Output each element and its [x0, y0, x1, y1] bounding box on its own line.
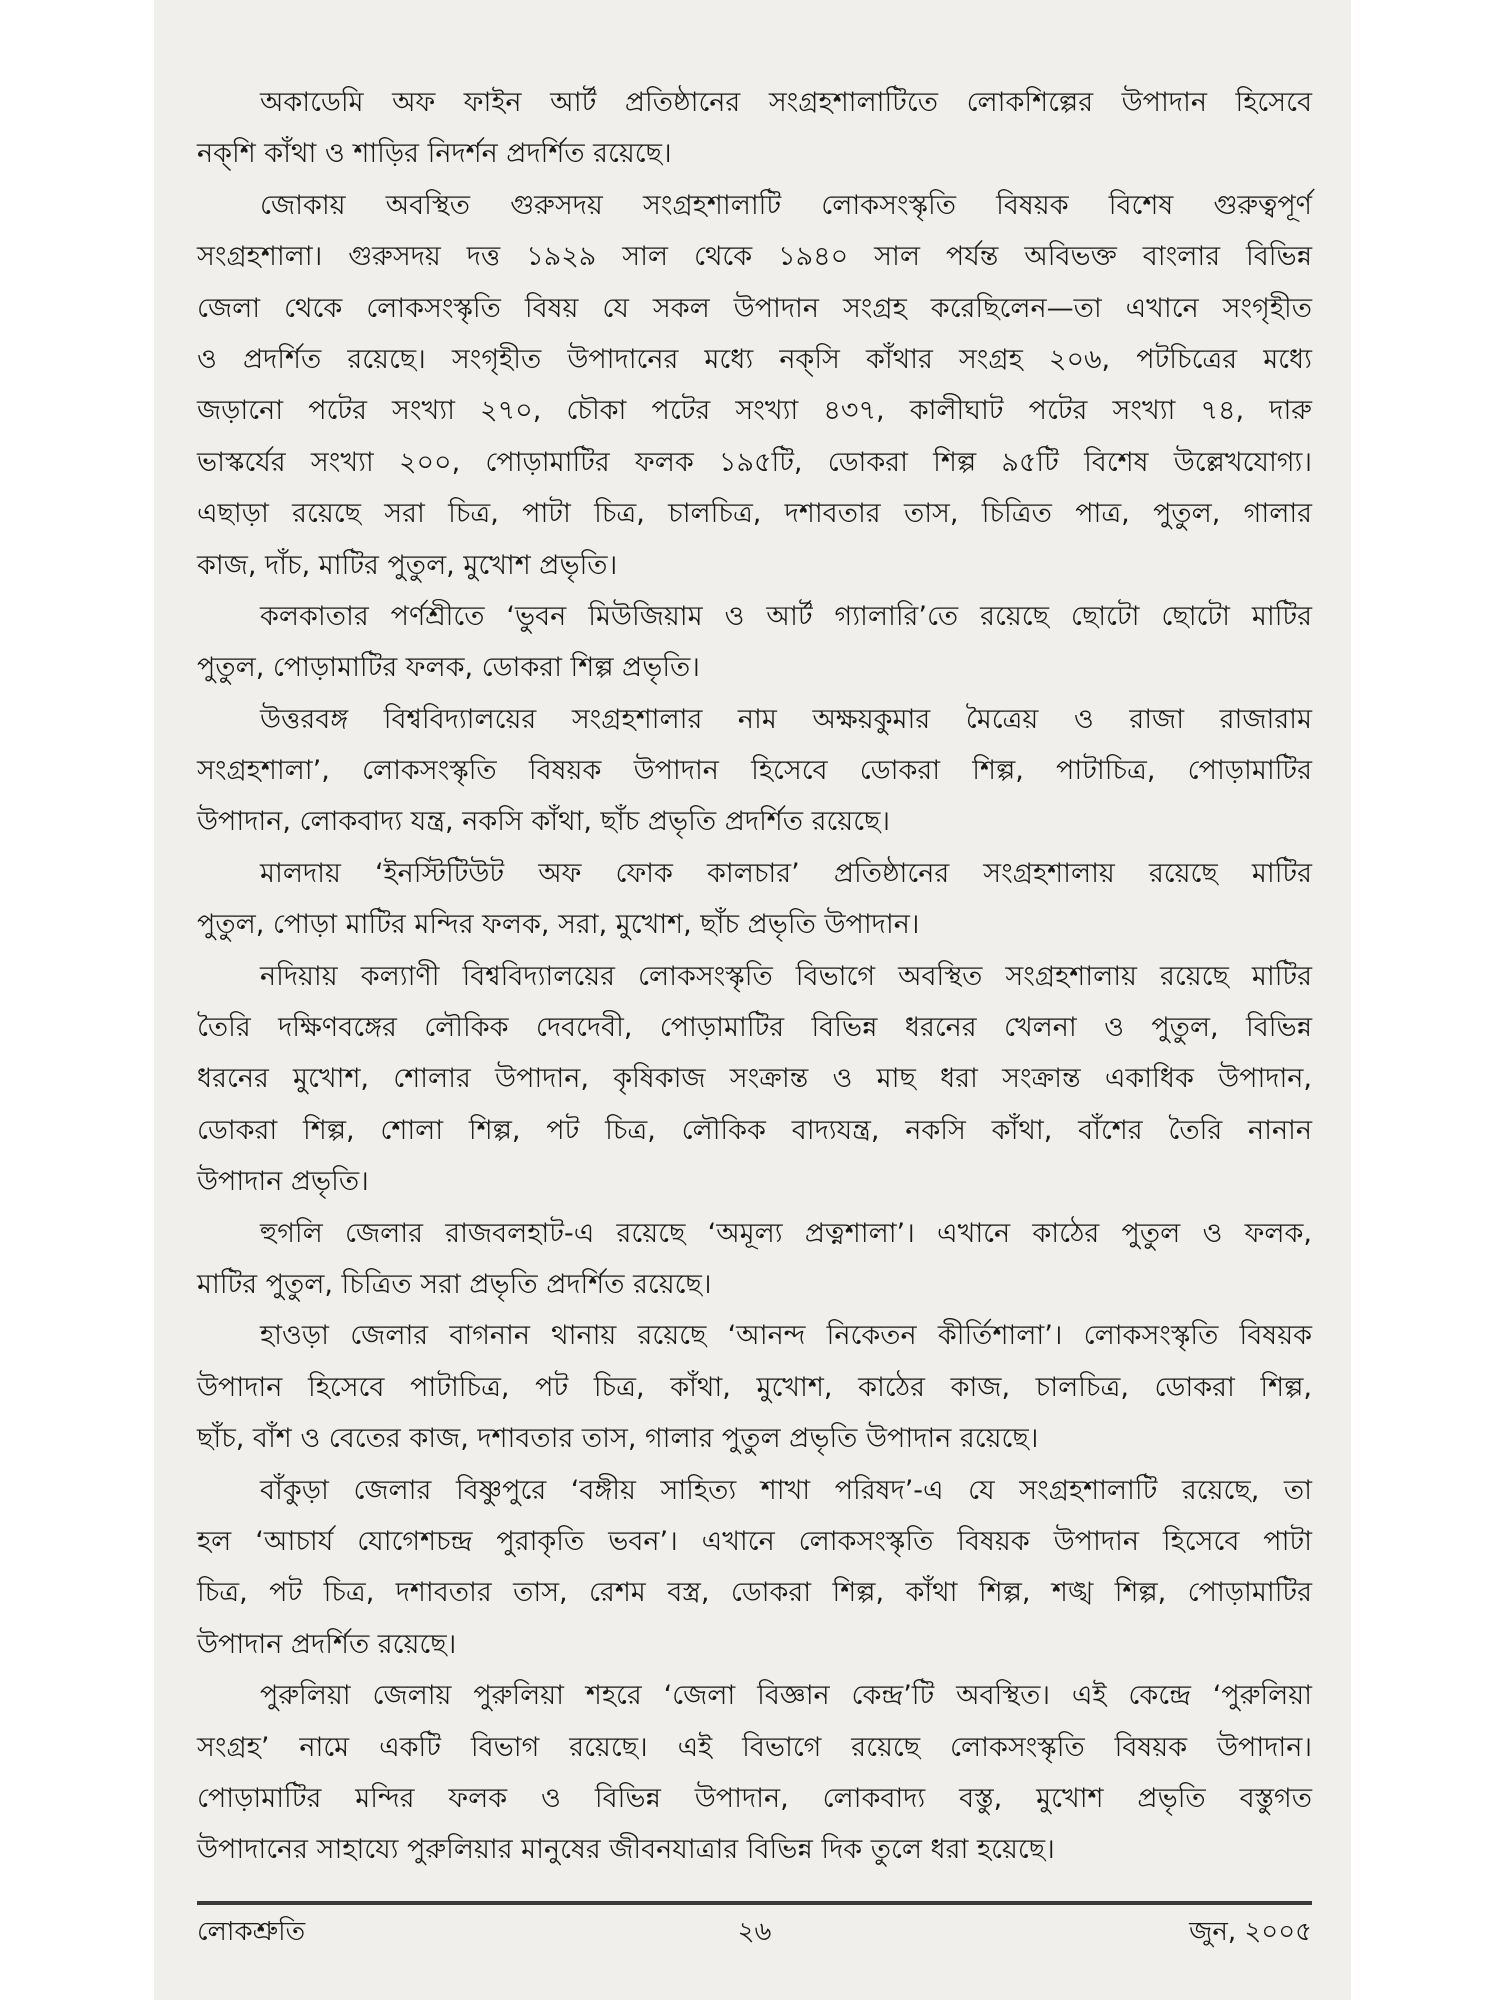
text-line: উপাদান, লোকবাদ্য যন্ত্র, নকসি কাঁথা, ছাঁচ প্রভৃতি প্রদর্শিত রয়েছে।: [197, 806, 891, 838]
text-line: জোকায় অবস্থিত গুরুসদয় সংগ্রহশালাটি লোকসংস্কৃতি বিষয়ক বিশেষ গুরুত্বপূর্ণ: [260, 189, 1312, 221]
paragraph: [197, 1465, 1312, 1671]
journal-name: লোকশ্রুতি: [197, 1917, 306, 1947]
issue-date: জুন, ২০০৫: [1189, 1917, 1312, 1947]
paragraph: [197, 1670, 1312, 1876]
text-line: কাজ, দাঁচ, মাটির পুতুল, মুখোশ প্রভৃতি।: [197, 549, 618, 581]
text-line: পুরুলিয়া জেলায় পুরুলিয়া শহরে ‘জেলা বিজ্ঞান কেন্দ্র’টি অবস্থিত। এই কেন্দ্রে ‘পুরুলিয়া: [260, 1680, 1312, 1712]
text-line: পোড়ামাটির মন্দির ফলক ও বিভিন্ন উপাদান, লোকবাদ্য বস্তু, মুখোশ প্রভৃতি বস্তুগত: [197, 1782, 1312, 1814]
text-line: ও প্রদর্শিত রয়েছে। সংগৃহীত উপাদানের মধ্যে নক্‌সি কাঁথার সংগ্রহ ২০৬, পটচিত্রের মধ্যে: [197, 343, 1312, 375]
text-line: চিত্র, পট চিত্র, দশাবতার তাস, রেশম বস্ত্র, ডোকরা শিল্প, কাঁথা শিল্প, শঙ্খ শিল্প, পোড়ামাটির: [197, 1577, 1312, 1609]
text-line: ছাঁচ, বাঁশ ও বেতের কাজ, দশাবতার তাস, গালার পুতুল প্রভৃতি উপাদান রয়েছে।: [197, 1423, 1039, 1455]
text-line: ডোকরা শিল্প, শোলা শিল্প, পট চিত্র, লৌকিক বাদ্যযন্ত্র, নকসি কাঁথা, বাঁশের তৈরি নানান: [197, 1114, 1312, 1146]
paragraph: [197, 77, 1312, 180]
text-line: সংগ্রহশালা’, লোকসংস্কৃতি বিষয়ক উপাদান হিসেবে ডোকরা শিল্প, পাটাচিত্র, পোড়ামাটির: [197, 755, 1312, 787]
text-line: পুতুল, পোড়ামাটির ফলক, ডোকরা শিল্প প্রভৃতি।: [197, 652, 700, 684]
page-number: ২৬: [737, 1917, 772, 1947]
text-line: উপাদানের সাহায্যে পুরুলিয়ার মানুষের জীবনযাত্রার বিভিন্ন দিক তুলে ধরা হয়েছে।: [197, 1834, 1055, 1866]
text-line: মালদায় ‘ইনস্টিটিউট অফ ফোক কালচার’ প্রতিষ্ঠানের সংগ্রহশালায় রয়েছে মাটির: [260, 857, 1312, 889]
text-line: হুগলি জেলার রাজবলহাট-এ রয়েছে ‘অমূল্য প্রত্নশালা’। এখানে কাঠের পুতুল ও ফলক,: [260, 1217, 1312, 1249]
text-line: উত্তরবঙ্গ বিশ্ববিদ্যালয়ের সংগ্রহশালার নাম অক্ষয়কুমার মৈত্রেয় ও রাজা রাজারাম: [260, 703, 1312, 735]
text-line: নক্‌শি কাঁথা ও শাড়ির নিদর্শন প্রদর্শিত রয়েছে।: [197, 138, 672, 170]
text-line: উপাদান হিসেবে পাটাচিত্র, পট চিত্র, কাঁথা, মুখোশ, কাঠের কাজ, চালচিত্র, ডোকরা শিল্প,: [197, 1371, 1312, 1403]
text-line: পুতুল, পোড়া মাটির মন্দির ফলক, সরা, মুখোশ, ছাঁচ প্রভৃতি উপাদান।: [197, 909, 920, 941]
paragraph: [197, 1208, 1312, 1311]
text-line: সংগ্রহ’ নামে একটি বিভাগ রয়েছে। এই বিভাগে রয়েছে লোকসংস্কৃতি বিষয়ক উপাদান।: [197, 1731, 1312, 1763]
text-line: অকাডেমি অফ ফাইন আর্ট প্রতিষ্ঠানের সংগ্রহশালাটিতে লোকশিল্পের উপাদান হিসেবে: [260, 87, 1312, 118]
paragraph: [197, 180, 1312, 591]
body-text: [197, 77, 1312, 1876]
text-line: উপাদান প্রদর্শিত রয়েছে।: [197, 1628, 457, 1660]
text-line: জড়ানো পটের সংখ্যা ২৭০, চৌকা পটের সংখ্যা ৪৩৭, কালীঘাট পটের সংখ্যা ৭৪, দারু: [197, 395, 1312, 427]
paragraph: [197, 951, 1312, 1208]
paragraph: [197, 1310, 1312, 1464]
text-line: উপাদান প্রভৃতি।: [197, 1166, 369, 1198]
paragraph: [197, 848, 1312, 951]
text-line: তৈরি দক্ষিণবঙ্গের লৌকিক দেবদেবী, পোড়ামাটির বিভিন্ন ধরনের খেলনা ও পুতুল, বিভিন্ন: [197, 1012, 1312, 1044]
page-footer: [197, 1912, 1312, 1952]
text-line: নদিয়ায় কল্যাণী বিশ্ববিদ্যালয়ের লোকসংস্কৃতি বিভাগে অবস্থিত সংগ্রহশালায় রয়েছে মাটির: [260, 960, 1312, 992]
paragraph: [197, 591, 1312, 694]
text-line: মাটির পুতুল, চিত্রিত সরা প্রভৃতি প্রদর্শিত রয়েছে।: [197, 1268, 712, 1300]
text-line: হাওড়া জেলার বাগনান থানায় রয়েছে ‘আনন্দ নিকেতন কীর্তিশালা’। লোকসংস্কৃতি বিষয়ক: [260, 1320, 1312, 1352]
text-line: সংগ্রহশালা। গুরুসদয় দত্ত ১৯২৯ সাল থেকে ১৯৪০ সাল পর্যন্ত অবিভক্ত বাংলার বিভিন্ন: [197, 241, 1312, 273]
text-line: ধরনের মুখোশ, শোলার উপাদান, কৃষিকাজ সংক্রান্ত ও মাছ ধরা সংক্রান্ত একাধিক উপাদান,: [197, 1063, 1312, 1095]
text-line: এছাড়া রয়েছে সরা চিত্র, পাটা চিত্র, চালচিত্র, দশাবতার তাস, চিত্রিত পাত্র, পুতুল, গালার: [197, 498, 1312, 530]
text-line: জেলা থেকে লোকসংস্কৃতি বিষয় যে সকল উপাদান সংগ্রহ করেছিলেন—তা এখানে সংগৃহীত: [197, 292, 1312, 324]
paragraph: [197, 694, 1312, 848]
text-line: বাঁকুড়া জেলার বিষ্ণুপুরে ‘বঙ্গীয় সাহিত্য শাখা পরিষদ’-এ যে সংগ্রহশালাটি রয়েছে, তা: [260, 1474, 1312, 1506]
footer-rule: [197, 1901, 1312, 1905]
text-line: হল ‘আচার্য যোগেশচন্দ্র পুরাকৃতি ভবন’। এখানে লোকসংস্কৃতি বিষয়ক উপাদান হিসেবে পাটা: [197, 1525, 1312, 1557]
text-line: ভাস্কর্যের সংখ্যা ২০০, পোড়ামাটির ফলক ১৯৫টি, ডোকরা শিল্প ৯৫টি বিশেষ উল্লেখযোগ্য।: [197, 446, 1312, 478]
text-line: কলকাতার পর্ণশ্রীতে ‘ভুবন মিউজিয়াম ও আর্ট গ্যালারি’তে রয়েছে ছোটো ছোটো মাটির: [260, 600, 1312, 632]
